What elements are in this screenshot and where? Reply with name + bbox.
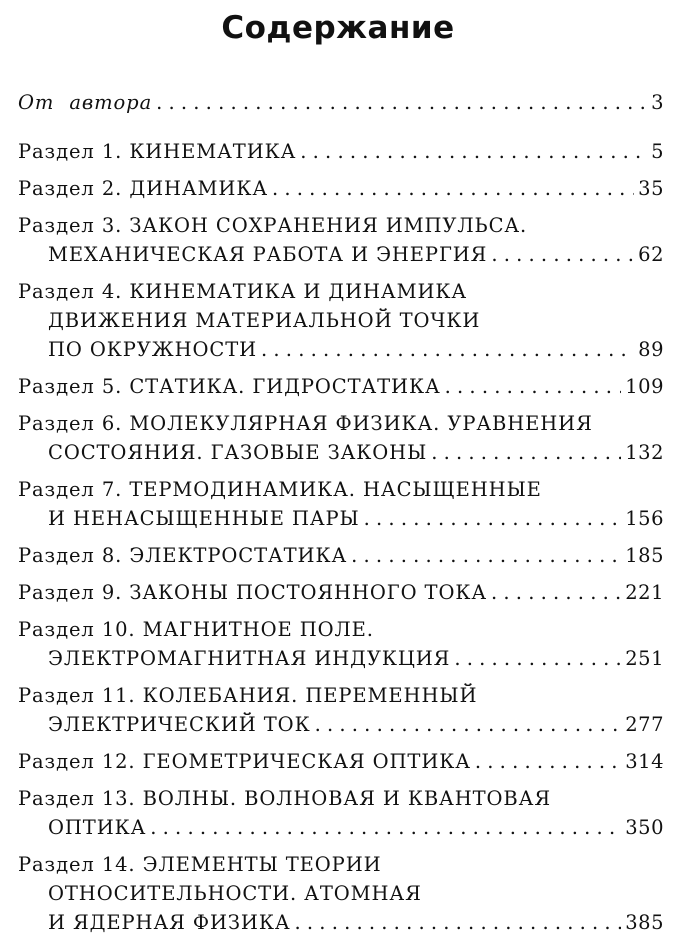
- toc-line: [18, 137, 664, 166]
- toc-entry-title: И ЯДЕРНАЯ ФИЗИКА: [48, 911, 291, 934]
- dot-leader: [364, 504, 622, 533]
- dot-leader: [445, 372, 622, 401]
- toc-page-number: 132: [625, 441, 664, 464]
- toc-entry-title: Раздел 11. КОЛЕБАНИЯ. ПЕРЕМЕННЫЙ: [18, 684, 478, 707]
- toc-page-number: 314: [625, 750, 664, 773]
- toc-entry-section-11[interactable]: [18, 681, 664, 739]
- toc-entry-title: ЭЛЕКТРОМАГНИТНАЯ ИНДУКЦИЯ: [48, 647, 451, 670]
- dot-leader: [300, 137, 647, 166]
- toc-line: [18, 813, 664, 842]
- toc-line: [18, 644, 664, 673]
- toc-entry-title: ОТНОСИТЕЛЬНОСТИ. АТОМНАЯ: [48, 882, 422, 905]
- toc-page-number: 156: [625, 507, 664, 530]
- toc-entry-section-8[interactable]: [18, 541, 664, 570]
- toc-page-number: 3: [651, 91, 664, 114]
- toc-line: [18, 277, 664, 306]
- toc-line: [18, 879, 664, 908]
- dot-leader: [475, 747, 621, 776]
- dot-leader: [454, 644, 621, 673]
- toc-entry-title: Раздел 3. ЗАКОН СОХРАНЕНИЯ ИМПУЛЬСА.: [18, 214, 528, 237]
- toc-entry-title: ДВИЖЕНИЯ МАТЕРИАЛЬНОЙ ТОЧКИ: [48, 309, 481, 332]
- dot-leader: [431, 438, 621, 467]
- toc-line: [18, 504, 664, 533]
- dot-leader: [491, 578, 621, 607]
- toc-page-number: 221: [625, 581, 664, 604]
- toc-line: [18, 372, 664, 401]
- toc-entry-section-7[interactable]: [18, 475, 664, 533]
- toc-line: [18, 174, 664, 203]
- toc-entry-section-14[interactable]: [18, 850, 664, 937]
- toc-line: [18, 850, 664, 879]
- dot-leader: [261, 335, 634, 364]
- toc-entry-section-1[interactable]: [18, 137, 664, 166]
- toc-entry-title: Раздел 6. МОЛЕКУЛЯРНАЯ ФИЗИКА. УРАВНЕНИЯ: [18, 412, 593, 435]
- toc-page-number: 62: [638, 243, 664, 266]
- toc-line: [18, 784, 664, 813]
- toc-entry-section-5[interactable]: [18, 372, 664, 401]
- dot-leader: [150, 813, 621, 842]
- toc-line: [18, 88, 664, 117]
- toc-entry-section-10[interactable]: [18, 615, 664, 673]
- toc-line: [18, 710, 664, 739]
- toc-line: [18, 335, 664, 364]
- toc-entry-title: Раздел 5. СТАТИКА. ГИДРОСТАТИКА: [18, 375, 441, 398]
- toc-entry-title: Раздел 4. КИНЕМАТИКА И ДИНАМИКА: [18, 280, 468, 303]
- toc-entry-title: Раздел 10. МАГНИТНОЕ ПОЛЕ.: [18, 618, 374, 641]
- toc-entry-title: Раздел 1. КИНЕМАТИКА: [18, 140, 297, 163]
- toc-line: [18, 908, 664, 937]
- toc-line: [18, 747, 664, 776]
- toc-line: [18, 541, 664, 570]
- toc-page-number: 5: [651, 140, 664, 163]
- toc-line: [18, 240, 664, 269]
- toc-entry-title: Раздел 12. ГЕОМЕТРИЧЕСКАЯ ОПТИКА: [18, 750, 471, 773]
- toc-page-number: 35: [638, 177, 664, 200]
- toc-entry-section-12[interactable]: [18, 747, 664, 776]
- toc-line: [18, 615, 664, 644]
- table-of-contents: [18, 88, 664, 945]
- toc-entry-section-13[interactable]: [18, 784, 664, 842]
- toc-entry-section-4[interactable]: [18, 277, 664, 364]
- toc-entry-title: Раздел 7. ТЕРМОДИНАМИКА. НАСЫЩЕННЫЕ: [18, 478, 542, 501]
- toc-entry-title: От автора: [18, 91, 153, 114]
- toc-entry-section-3[interactable]: [18, 211, 664, 269]
- dot-leader: [272, 174, 634, 203]
- toc-page-number: 385: [625, 911, 664, 934]
- dot-leader: [156, 88, 647, 117]
- toc-entry-title: И НЕНАСЫЩЕННЫЕ ПАРЫ: [48, 507, 360, 530]
- toc-page-number: 251: [625, 647, 664, 670]
- dot-leader: [315, 710, 622, 739]
- toc-entry-title: ПО ОКРУЖНОСТИ: [48, 338, 258, 361]
- toc-page-number: 185: [625, 544, 664, 567]
- toc-entry-title: МЕХАНИЧЕСКАЯ РАБОТА И ЭНЕРГИЯ: [48, 243, 488, 266]
- toc-line: [18, 438, 664, 467]
- toc-page-number: 89: [638, 338, 664, 361]
- toc-entry-section-6[interactable]: [18, 409, 664, 467]
- page-title: Содержание: [221, 10, 455, 46]
- toc-entry-section-9[interactable]: [18, 578, 664, 607]
- toc-entry-title: Раздел 9. ЗАКОНЫ ПОСТОЯННОГО ТОКА: [18, 581, 488, 604]
- toc-page-number: 109: [625, 375, 664, 398]
- dot-leader: [351, 541, 621, 570]
- toc-entry-title: СОСТОЯНИЯ. ГАЗОВЫЕ ЗАКОНЫ: [48, 441, 428, 464]
- toc-entry-author[interactable]: [18, 88, 664, 117]
- toc-entry-title: Раздел 8. ЭЛЕКТРОСТАТИКА: [18, 544, 348, 567]
- dot-leader: [491, 240, 634, 269]
- toc-line: [18, 475, 664, 504]
- toc-line: [18, 409, 664, 438]
- toc-line: [18, 211, 664, 240]
- toc-entry-title: ЭЛЕКТРИЧЕСКИЙ ТОК: [48, 713, 311, 736]
- toc-page-number: 350: [625, 816, 664, 839]
- toc-line: [18, 681, 664, 710]
- toc-entry-section-2[interactable]: [18, 174, 664, 203]
- toc-entry-title: Раздел 13. ВОЛНЫ. ВОЛНОВАЯ И КВАНТОВАЯ: [18, 787, 551, 810]
- toc-line: [18, 578, 664, 607]
- toc-line: [18, 306, 664, 335]
- toc-entry-title: ОПТИКА: [48, 816, 147, 839]
- dot-leader: [295, 908, 622, 937]
- toc-entry-title: Раздел 14. ЭЛЕМЕНТЫ ТЕОРИИ: [18, 853, 382, 876]
- toc-page-number: 277: [625, 713, 664, 736]
- toc-entry-title: Раздел 2. ДИНАМИКА: [18, 177, 268, 200]
